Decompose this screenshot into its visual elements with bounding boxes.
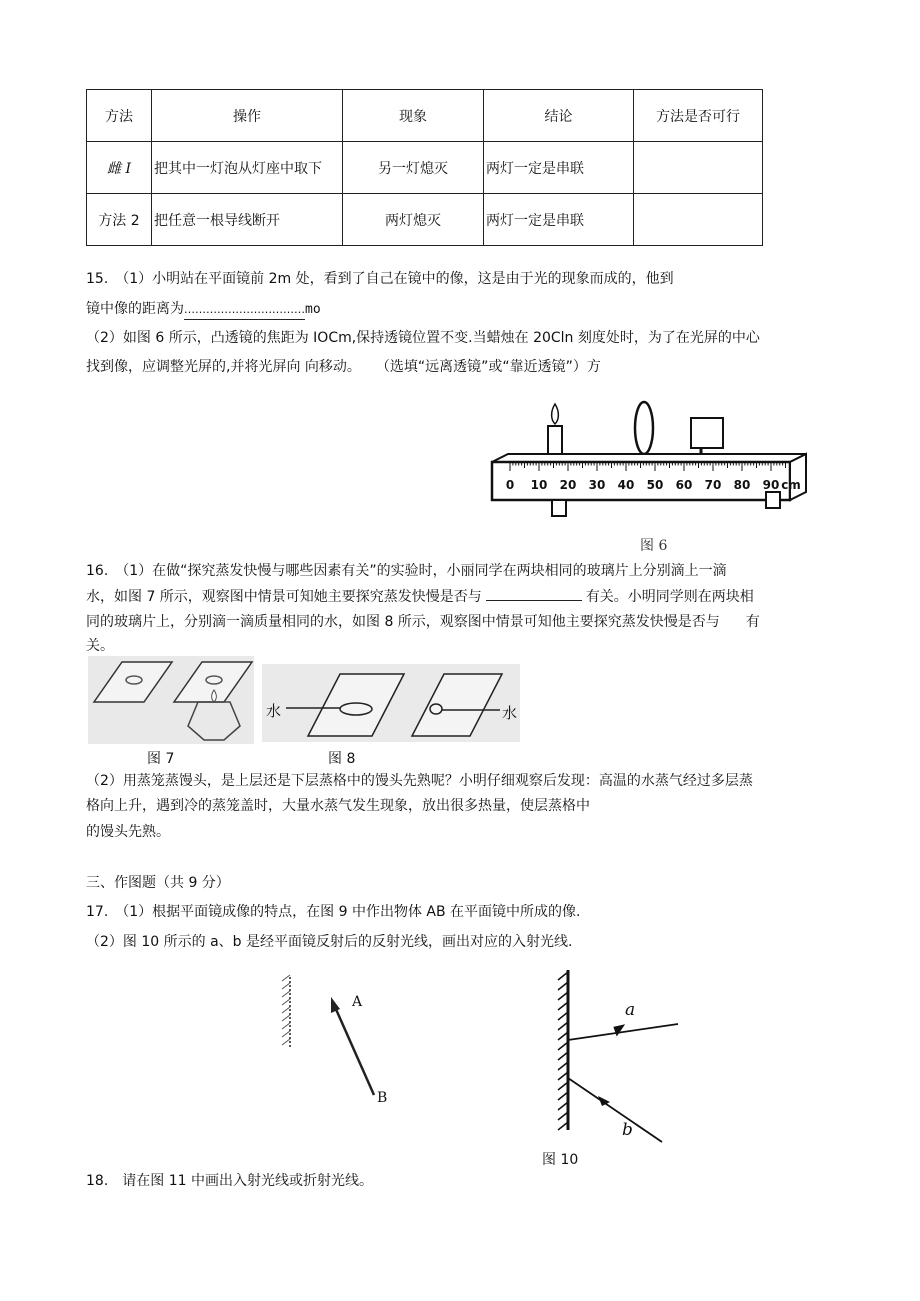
row1-conclusion: 两灯一定是串联	[484, 142, 634, 194]
q15-line2	[86, 300, 321, 320]
ruler-label-30: 30	[588, 478, 606, 492]
ruler-label-40: 40	[617, 478, 635, 492]
fig8-caption: 图 8	[328, 751, 356, 767]
fig7-caption: 图 7	[147, 751, 175, 767]
header-phenomenon: 现象	[343, 90, 484, 142]
light-screen	[691, 418, 723, 448]
row2-phenomenon: 两灯熄灭	[343, 194, 484, 246]
ruler-label-70: 70	[704, 478, 722, 492]
label-ray-b: b	[622, 1120, 633, 1140]
table-row	[87, 194, 763, 246]
fig10-caption: 图 10	[542, 1152, 579, 1168]
q16-line3	[86, 613, 760, 631]
header-operation: 操作	[152, 90, 343, 142]
section3-title: 三、作图题（共 9 分）	[86, 875, 230, 891]
q16-line2-text: 水，如图 7 所示，观察图中情景可知她主要探究蒸发快慢是否与	[86, 589, 482, 605]
ray-a-arrow	[613, 1024, 626, 1037]
ruler-label-80: 80	[733, 478, 751, 492]
convex-lens	[635, 402, 653, 454]
row1-method: 雌 I	[87, 142, 152, 194]
ruler-label-0: 0	[505, 478, 515, 492]
q15-answer-blank[interactable]: ……………………………	[184, 301, 305, 320]
fig7-glass-plates	[88, 656, 254, 744]
q18-text: 18. 请在图 11 中画出入射光线或折射光线。	[86, 1173, 373, 1189]
candle-flame	[552, 404, 559, 424]
q16-line2	[86, 588, 754, 606]
ruler-label-60: 60	[675, 478, 693, 492]
q15-line4	[86, 358, 601, 376]
q15-line2-text: 镜中像的距离为	[86, 301, 184, 317]
lamp-flame	[212, 690, 217, 702]
q16-p2-line2: 格向上升，遇到冷的蒸笼盖时，大量水蒸气发生现象，放出很多热量，使层蒸格中	[86, 798, 590, 814]
ruler-label-50: 50	[646, 478, 664, 492]
q16-line3-tail: 有	[745, 614, 760, 630]
label-b-point: B	[377, 1090, 388, 1106]
header-feasible: 方法是否可行	[634, 90, 763, 142]
arrow-head-a	[331, 997, 340, 1013]
label-ray-a: a	[625, 1000, 636, 1020]
q17-part2: （2）图 10 所示的 a、b 是经平面镜反射后的反射光线，画出对应的入射光线.	[86, 934, 573, 950]
q15-line4-text: 找到像，应调整光屏的,并将光屏向 向移动。	[86, 359, 361, 375]
q16-p2-line3: 的馒头先熟。	[86, 824, 170, 840]
ruler-label-90: 90	[762, 478, 780, 492]
object-ab	[335, 1007, 374, 1095]
q16-line4: 关。	[86, 638, 114, 654]
label-a-point: A	[352, 994, 363, 1010]
fig9-mirror-object	[280, 975, 410, 1115]
q16-line3-text: 同的玻璃片上，分别滴一滴质量相同的水，如图 8 所示，观察图中情景可知他主要探究蒸发快慢是否与	[86, 614, 720, 630]
table-header-row	[87, 90, 763, 142]
row2-operation: 把任意一根导线断开	[152, 194, 343, 246]
row1-operation: 把其中一灯泡从灯座中取下	[152, 142, 343, 194]
water-label-right: 水	[502, 704, 518, 722]
q15-line4-hint: （选填“远离透镜”或“靠近透镜”）方	[382, 359, 601, 375]
row1-phenomenon: 另一灯熄灭	[343, 142, 484, 194]
row2-feasible[interactable]	[634, 194, 763, 246]
ruler-label-cm: cm	[781, 478, 801, 492]
water-label-left: 水	[266, 702, 282, 720]
header-method: 方法	[87, 90, 152, 142]
method-table	[86, 89, 763, 246]
fig6-caption: 图 6	[640, 538, 668, 554]
q15-unit: mo	[305, 302, 321, 317]
row1-feasible[interactable]	[634, 142, 763, 194]
ray-b	[568, 1078, 662, 1142]
row2-method: 方法 2	[87, 194, 152, 246]
ruler-label-10: 10	[530, 478, 548, 492]
ruler-label-20: 20	[559, 478, 577, 492]
q16-line2-tail: 有关。小明同学则在两块相	[585, 589, 754, 605]
q16-p2-line1: （2）用蒸笼蒸馒头，是上层还是下层蒸格中的馒头先熟呢？小明仔细观察后发现：高温的水蒸气经过多层蒸	[86, 773, 753, 789]
table-row	[87, 142, 763, 194]
q16-blank-1[interactable]	[486, 600, 582, 601]
q15-line1: 15. （1）小明站在平面镜前 2m 处，看到了自己在镜中的像，这是由于光的现象而成的，他到	[86, 271, 674, 287]
q17-part1: 17. （1）根据平面镜成像的特点，在图 9 中作出物体 AB 在平面镜中所成的像.	[86, 904, 581, 920]
q15-line3: （2）如图 6 所示，凸透镜的焦距为 IOCm,保持透镜位置不变.当蜡烛在 20Cln 刻度处时，为了在光屏的中心	[86, 330, 760, 346]
row2-conclusion: 两灯一定是串联	[484, 194, 634, 246]
header-conclusion: 结论	[484, 90, 634, 142]
fig6-optical-bench	[486, 398, 806, 528]
q16-line1: 16. （1）在做“探究蒸发快慢与哪些因素有关”的实验时，小丽同学在两块相同的玻璃片上分别滴上一滴	[86, 563, 727, 579]
fig10-reflected-rays	[550, 968, 690, 1138]
fig8-glass-plates	[262, 664, 520, 742]
